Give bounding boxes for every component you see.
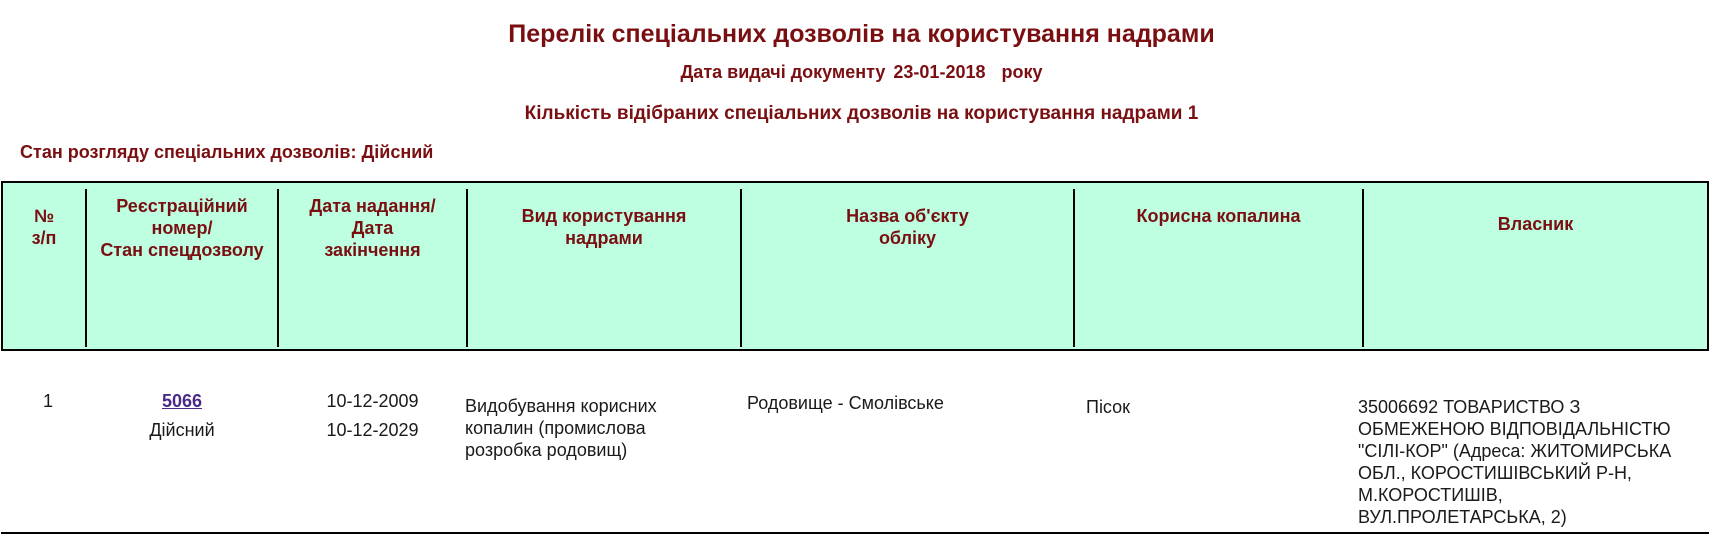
header-mineral [1075, 189, 1364, 347]
issue-date-label: Дата видачі документу [680, 62, 886, 82]
issue-date-suffix: року [1001, 62, 1043, 82]
use-type-line2: копалин (промислова [465, 418, 646, 438]
owner-line4: ОБЛ., КОРОСТИШІВСЬКИЙ Р-Н, [1358, 463, 1632, 483]
selected-count: Кількість відібраних спеціальних дозволів на користування надрами 1 [524, 103, 1199, 124]
row-use-type [465, 395, 735, 461]
header-num-line2: з/п [31, 228, 57, 248]
owner-line3: "СІЛІ-КОР" (Адреса: ЖИТОМИРСЬКА [1358, 441, 1672, 461]
use-type-line3: розробка родовищ) [465, 440, 628, 460]
owner-line1: 35006692 ТОВАРИСТВО З [1358, 397, 1581, 417]
header-use-line2: надрами [565, 228, 643, 248]
use-type-line1: Видобування корисних [465, 396, 657, 416]
issue-date-value: 23-01-2018 [893, 62, 986, 82]
header-date-line2: Дата [351, 218, 394, 238]
header-reg-line1: Реєстраційний [116, 196, 248, 216]
header-reg-number [87, 189, 279, 347]
table-header [1, 181, 1709, 351]
header-use-type [468, 189, 742, 347]
date-start: 10-12-2009 [326, 391, 419, 411]
owner-line5: М.КОРОСТИШІВ, [1358, 485, 1503, 505]
date-end: 10-12-2029 [326, 420, 419, 440]
header-reg-line2: номер/ [151, 218, 213, 238]
permit-state: Дійсний [149, 420, 215, 440]
permit-number-link[interactable]: 5066 [161, 391, 203, 411]
header-object-line2: обліку [878, 228, 937, 248]
issue-date-line [0, 62, 1723, 83]
row-num: 1 [42, 391, 53, 411]
header-owner [1364, 189, 1707, 347]
header-num-line1: № [33, 206, 55, 226]
owner-line6: ВУЛ.ПРОЛЕТАРСЬКА, 2) [1358, 507, 1567, 527]
header-mineral-line1: Корисна копалина [1136, 206, 1301, 226]
row-object-name: Родовище - Смолівське [747, 393, 944, 413]
header-object-name [742, 189, 1075, 347]
header-num [3, 189, 87, 347]
row-reg-cell [86, 390, 278, 441]
header-dates [279, 189, 468, 347]
header-date-line3: закінчення [324, 240, 421, 260]
header-use-line1: Вид користування [521, 206, 687, 226]
row-mineral: Пісок [1086, 397, 1131, 417]
header-object-line1: Назва об'єкту [846, 206, 969, 226]
owner-line2: ОБМЕЖЕНОЮ ВІДПОВІДАЛЬНІСТЮ [1358, 419, 1671, 439]
header-date-line1: Дата надання/ [309, 196, 436, 216]
document-title: Перелік спеціальних дозволів на користування надрами [508, 20, 1215, 48]
row-dates [278, 390, 467, 441]
header-owner-line1: Власник [1497, 214, 1574, 234]
table-bottom-rule [1, 532, 1709, 534]
review-status: Стан розгляду спеціальних дозволів: Дійсний [20, 142, 434, 162]
header-reg-line3: Стан спецдозволу [100, 240, 264, 260]
row-owner [1358, 396, 1708, 528]
